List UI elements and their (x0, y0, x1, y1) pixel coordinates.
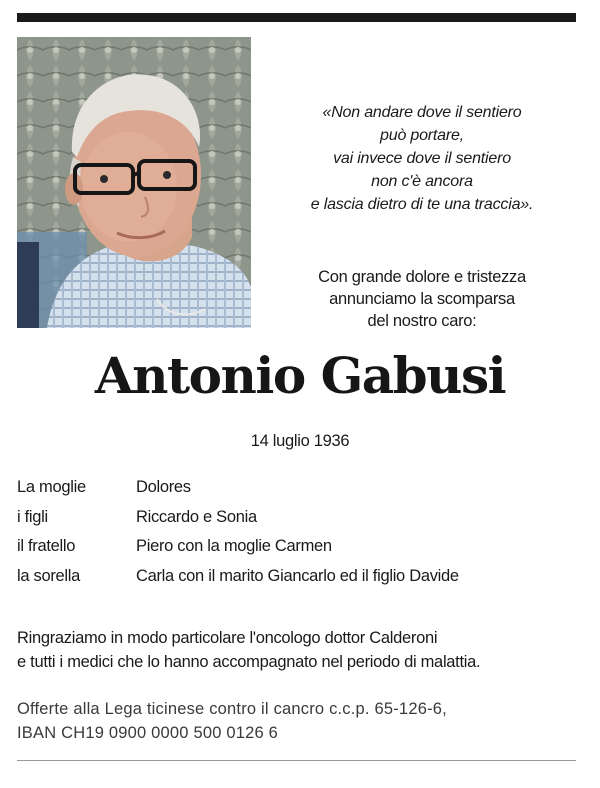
family-names: Piero con la moglie Carmen (136, 537, 332, 555)
birth-date: 14 luglio 1936 (250, 432, 350, 450)
quote-line: «Non andare dove il sentiero (322, 104, 522, 121)
thanks-line: Ringraziamo in modo particolare l'oncologo dottor Calderoni (17, 629, 438, 647)
bottom-rule (17, 760, 576, 761)
family-row (17, 535, 587, 565)
family-row (17, 476, 587, 506)
announcement-line: Con grande dolore e tristezza (318, 268, 526, 286)
family-names: Dolores (136, 478, 191, 496)
family-row (17, 565, 587, 595)
donation-info (17, 697, 587, 745)
family-relation: i figli (17, 507, 48, 526)
quote-line: vai invece dove il sentiero (333, 150, 511, 167)
portrait-photo (17, 37, 251, 328)
announcement-line: del nostro caro: (367, 312, 477, 330)
family-relation: La moglie (17, 478, 86, 496)
donation-line: IBAN CH19 0900 0000 500 0126 6 (17, 724, 279, 742)
family-names: Carla con il marito Giancarlo ed il figlio Davide (136, 566, 459, 585)
quote-line: e lascia dietro di te una traccia». (310, 196, 534, 213)
family-relation: il fratello (17, 537, 76, 555)
family-names: Riccardo e Sonia (136, 507, 257, 526)
deceased-name: Antonio Gabusi (94, 346, 506, 405)
thanks-line: e tutti i medici che lo hanno accompagnato nel periodo di malattia. (17, 653, 481, 671)
epigraph-quote (262, 101, 582, 216)
announcement-line: annunciamo la scomparsa (329, 290, 515, 308)
thanks-paragraph (17, 626, 587, 674)
top-rule (17, 13, 576, 22)
family-row (17, 506, 587, 536)
family-relation: la sorella (17, 566, 81, 585)
quote-line: può portare, (380, 127, 464, 144)
family-list (17, 476, 587, 594)
announcement (262, 266, 582, 332)
donation-line: Offerte alla Lega ticinese contro il cancro c.c.p. 65-126-6, (17, 700, 447, 718)
quote-line: non c'è ancora (371, 173, 473, 190)
